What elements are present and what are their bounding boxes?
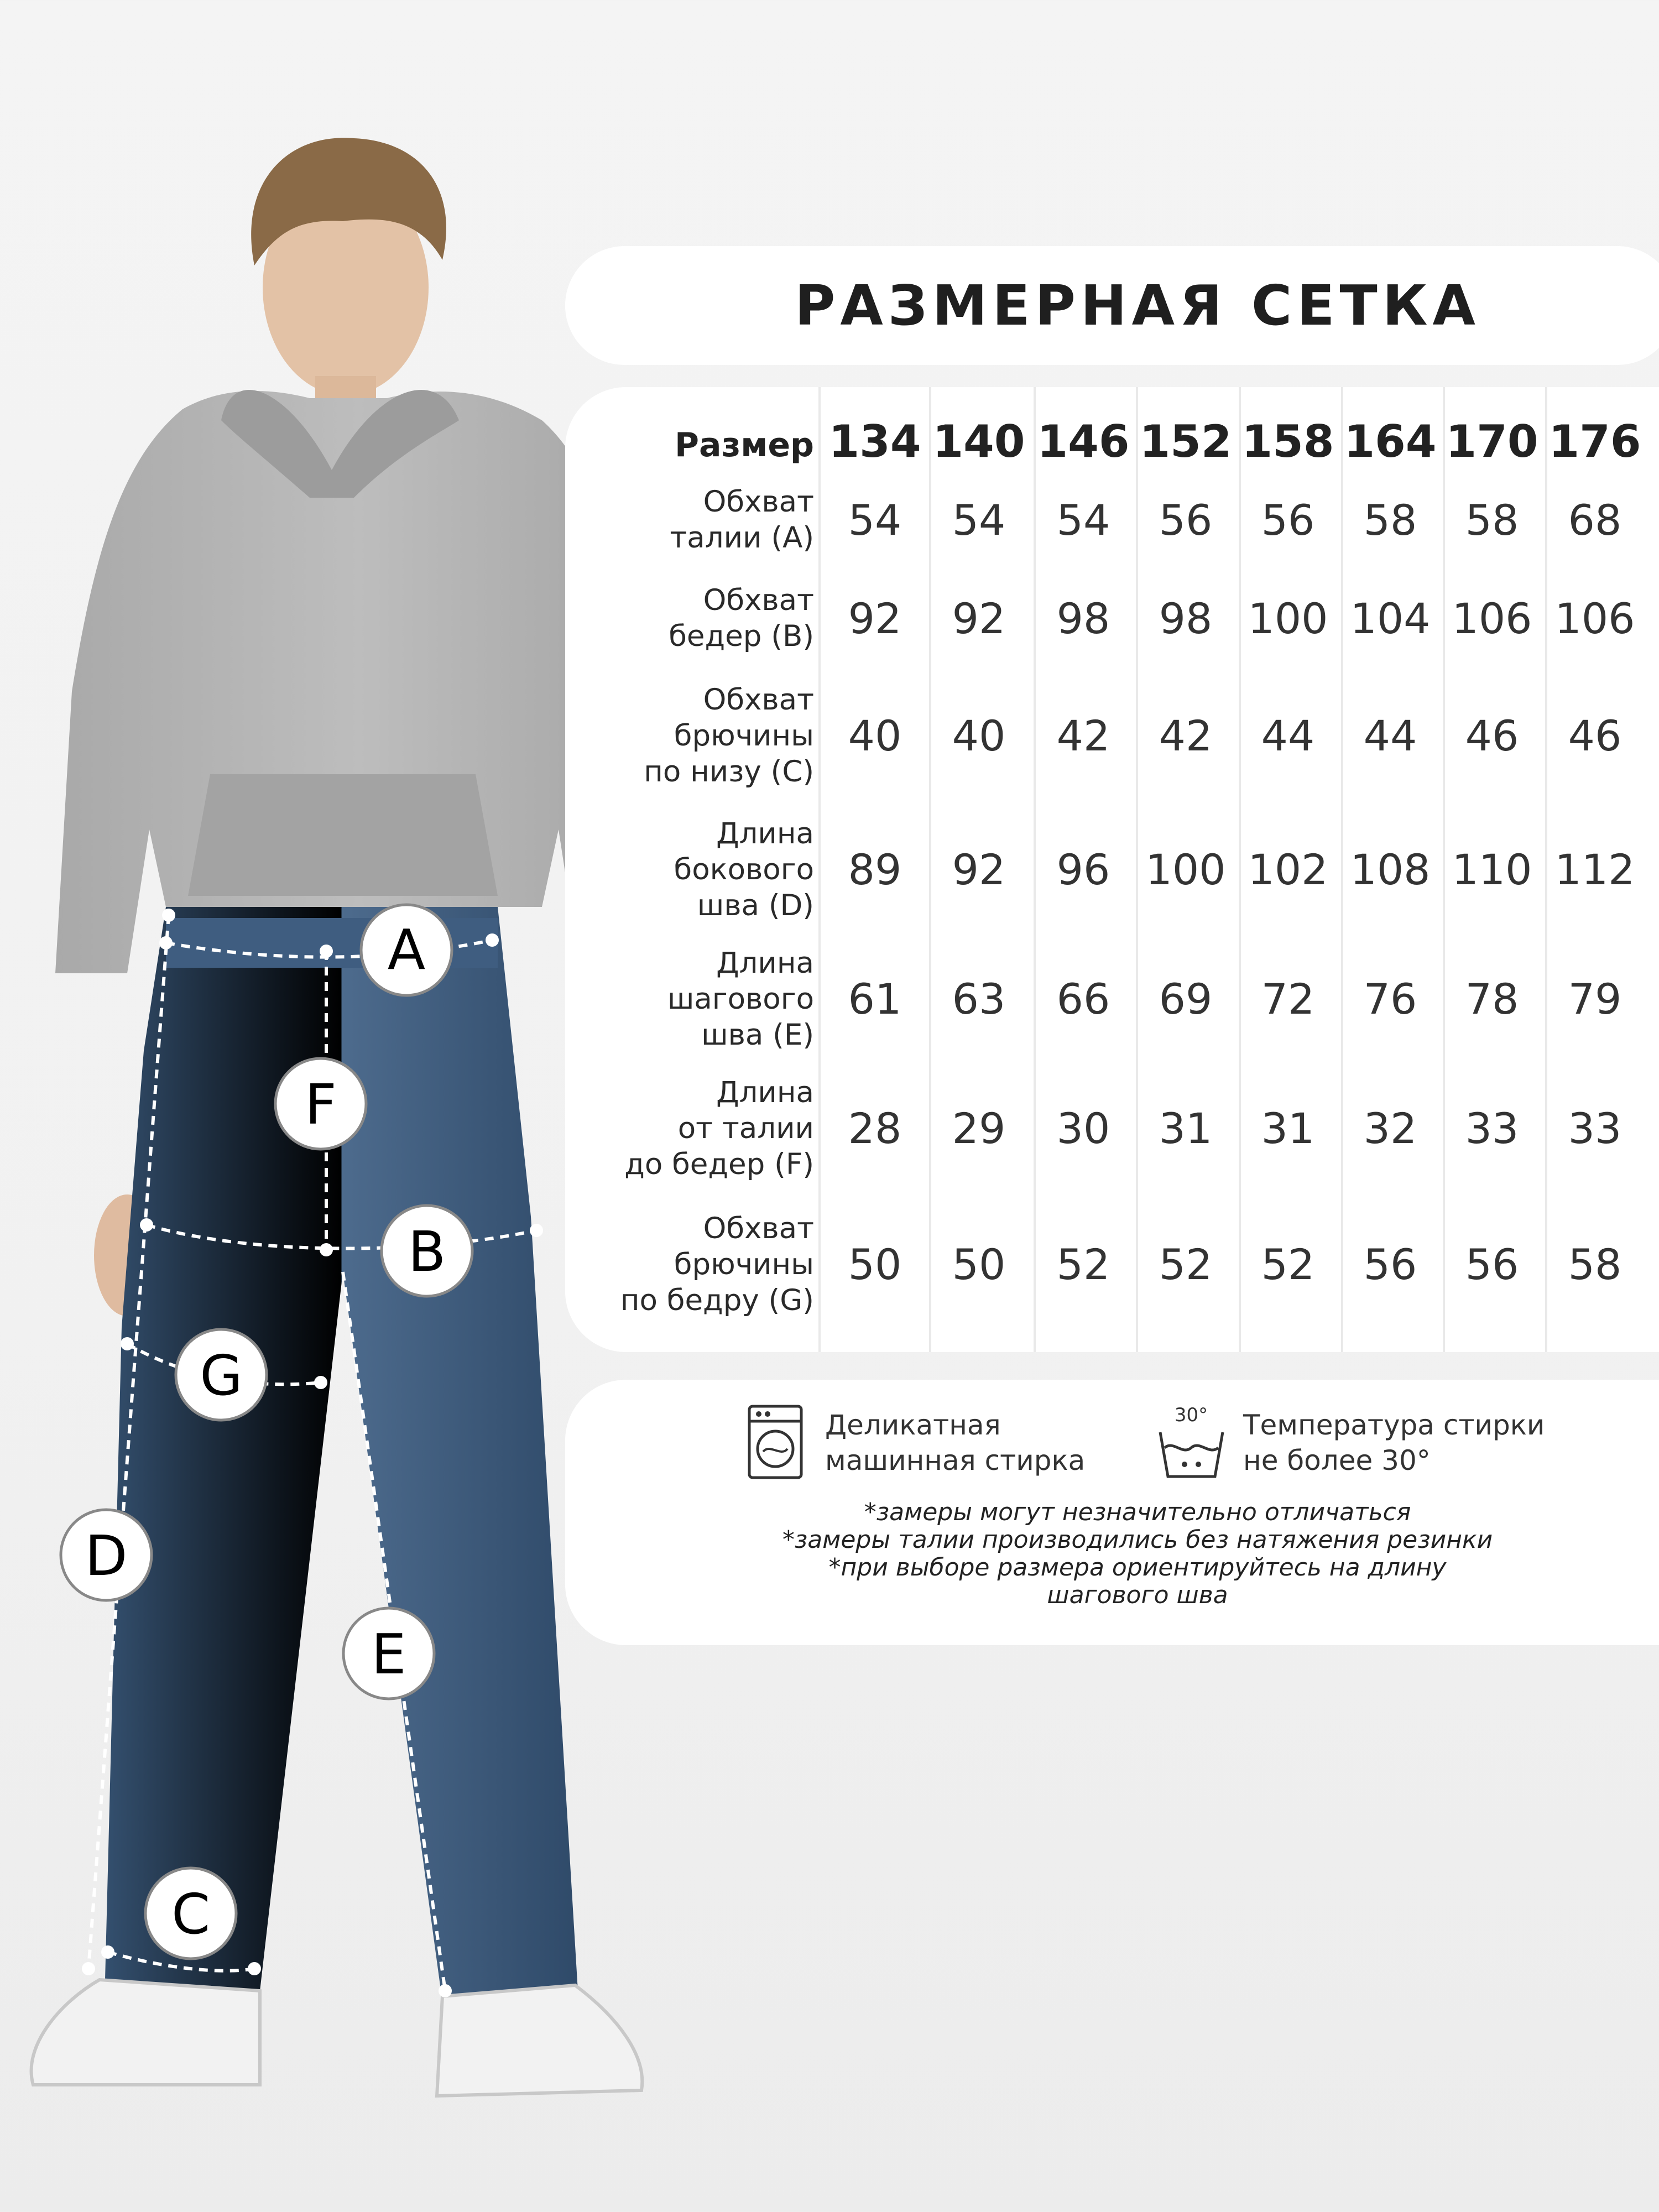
marker-A: [361, 905, 452, 995]
table-cell: 63: [952, 974, 1006, 1024]
table-cell: 56: [1363, 1240, 1417, 1289]
marker-D: [61, 1510, 152, 1600]
size-column-header: 158: [1241, 416, 1334, 467]
table-cell: 61: [848, 974, 902, 1024]
table-cell: 58: [1568, 1240, 1622, 1289]
table-cell: 100: [1248, 594, 1328, 643]
wash-info: [825, 1407, 1085, 1478]
row-label-line: Обхват: [703, 682, 814, 717]
row-label-line: шва (Е): [701, 1018, 814, 1052]
column-divider: [818, 387, 821, 1352]
table-cell: 72: [1261, 974, 1315, 1024]
table-cell: 89: [848, 845, 902, 894]
row-label-line: Длина: [716, 946, 814, 980]
table-cell: 92: [848, 594, 902, 643]
table-cell: 76: [1363, 974, 1417, 1024]
marker-B: [382, 1206, 472, 1296]
marker-F-label: F: [305, 1072, 337, 1137]
row-label-line: Обхват: [703, 583, 814, 617]
table-cell: 54: [1056, 495, 1110, 545]
size-column-header: 164: [1344, 416, 1437, 467]
table-cell: 110: [1452, 845, 1532, 894]
table-cell: 96: [1056, 845, 1110, 894]
table-cell: 33: [1568, 1104, 1622, 1153]
row-label-line: шва (D): [697, 888, 814, 922]
title-pill: [565, 246, 1659, 365]
wash-line-1: Деликатная: [825, 1409, 1001, 1441]
table-cell: 40: [952, 711, 1006, 760]
table-cell: 46: [1465, 711, 1519, 760]
note-3: *при выборе размера ориентируйтесь на длину: [828, 1553, 1447, 1582]
table-cell: 42: [1056, 711, 1110, 760]
wash-30-icon: [1157, 1405, 1226, 1479]
marker-E: [343, 1608, 434, 1699]
table-cell: 68: [1568, 495, 1622, 545]
table-cell: 58: [1465, 495, 1519, 545]
table-cell: 102: [1248, 845, 1328, 894]
table-cell: 79: [1568, 974, 1622, 1024]
row-label-line: Обхват: [703, 485, 814, 519]
table-cell: 104: [1350, 594, 1431, 643]
row-label: [565, 1074, 814, 1182]
marker-F: [275, 1058, 366, 1149]
notes: [565, 1499, 1659, 1609]
temp-line-2: не более 30°: [1243, 1444, 1431, 1477]
table-cell: 100: [1145, 845, 1226, 894]
row-label-line: брючины: [674, 1247, 814, 1281]
row-label: [565, 582, 814, 654]
row-label-line: от талии: [677, 1111, 814, 1145]
table-cell: 98: [1159, 594, 1213, 643]
marker-C-label: C: [171, 1882, 210, 1947]
page-title: РАЗМЕРНАЯ СЕТКА: [795, 273, 1480, 338]
table-cell: 69: [1159, 974, 1213, 1024]
table-cell: 98: [1056, 594, 1110, 643]
table-cell: 56: [1261, 495, 1315, 545]
table-cell: 106: [1554, 594, 1635, 643]
size-table-grid: [565, 387, 1659, 1352]
wash-line-2: машинная стирка: [825, 1444, 1086, 1477]
note-2: *замеры талии производились без натяжения резинки: [782, 1526, 1493, 1554]
row-label-line: талии (А): [670, 521, 814, 555]
table-cell: 52: [1261, 1240, 1315, 1289]
table-cell: 33: [1465, 1104, 1519, 1153]
table-cell: 30: [1056, 1104, 1110, 1153]
table-cell: 42: [1159, 711, 1213, 760]
table-cell: 50: [952, 1240, 1006, 1289]
table-cell: 108: [1350, 845, 1431, 894]
table-cell: 31: [1261, 1104, 1315, 1153]
table-cell: 54: [848, 495, 902, 545]
table-cell: 92: [952, 594, 1006, 643]
row-label: [565, 682, 814, 790]
marker-G-label: G: [200, 1343, 243, 1408]
table-cell: 46: [1568, 711, 1622, 760]
table-cell: 28: [848, 1104, 902, 1153]
model-illustration: [0, 0, 664, 2212]
marker-A-label: A: [387, 917, 426, 982]
table-cell: 56: [1465, 1240, 1519, 1289]
table-cell: 31: [1159, 1104, 1213, 1153]
table-cell: 32: [1363, 1104, 1417, 1153]
note-1: *замеры могут незначительно отличаться: [864, 1498, 1411, 1526]
marker-C: [145, 1868, 236, 1959]
hoodie-pocket: [188, 774, 498, 896]
row-label-line: Длина: [716, 1075, 814, 1109]
row-label: [565, 816, 814, 924]
row-label-line: шагового: [667, 982, 814, 1016]
temp-info: [1243, 1407, 1545, 1478]
right-shoe: [437, 1985, 642, 2096]
marker-D-label: D: [85, 1524, 128, 1588]
size-header-label: Размер: [674, 426, 814, 465]
table-cell: 40: [848, 711, 902, 760]
marker-B-label: B: [408, 1219, 446, 1284]
left-shoe: [32, 1980, 260, 2085]
size-column-header: 140: [932, 416, 1025, 467]
row-label: [565, 484, 814, 556]
table-cell: 44: [1261, 711, 1315, 760]
temp-line-1: Температура стирки: [1243, 1409, 1545, 1441]
size-column-header: 134: [828, 416, 921, 467]
row-label-line: Длина: [716, 816, 814, 851]
row-label: [565, 1211, 814, 1318]
washing-machine-icon: [748, 1405, 803, 1479]
table-cell: 92: [952, 845, 1006, 894]
care-card: [565, 1380, 1659, 1645]
row-label-line: Обхват: [703, 1211, 814, 1245]
table-cell: 66: [1056, 974, 1110, 1024]
marker-E-label: E: [371, 1622, 406, 1687]
size-table: [565, 387, 1659, 1352]
wash-temp-badge: 30°: [1174, 1405, 1208, 1426]
table-cell: 56: [1159, 495, 1213, 545]
table-cell: 52: [1056, 1240, 1110, 1289]
table-cell: 44: [1363, 711, 1417, 760]
table-cell: 50: [848, 1240, 902, 1289]
row-label-line: до бедер (F): [624, 1147, 814, 1181]
table-cell: 106: [1452, 594, 1532, 643]
row-label: [565, 945, 814, 1053]
table-cell: 78: [1465, 974, 1519, 1024]
row-label-line: по бедру (G): [620, 1283, 814, 1317]
size-column-header: 146: [1037, 416, 1130, 467]
row-label-line: брючины: [674, 718, 814, 753]
size-column-header: 170: [1446, 416, 1538, 467]
row-label-line: бокового: [674, 852, 814, 886]
table-cell: 52: [1159, 1240, 1213, 1289]
row-label-line: по низу (С): [644, 754, 814, 789]
size-column-header: 176: [1548, 416, 1641, 467]
note-4: шагового шва: [1047, 1581, 1228, 1609]
table-cell: 112: [1554, 845, 1635, 894]
table-cell: 54: [952, 495, 1006, 545]
size-column-header: 152: [1139, 416, 1232, 467]
row-label-line: бедер (В): [669, 619, 814, 653]
table-cell: 29: [952, 1104, 1006, 1153]
table-cell: 58: [1363, 495, 1417, 545]
marker-G: [176, 1329, 267, 1420]
